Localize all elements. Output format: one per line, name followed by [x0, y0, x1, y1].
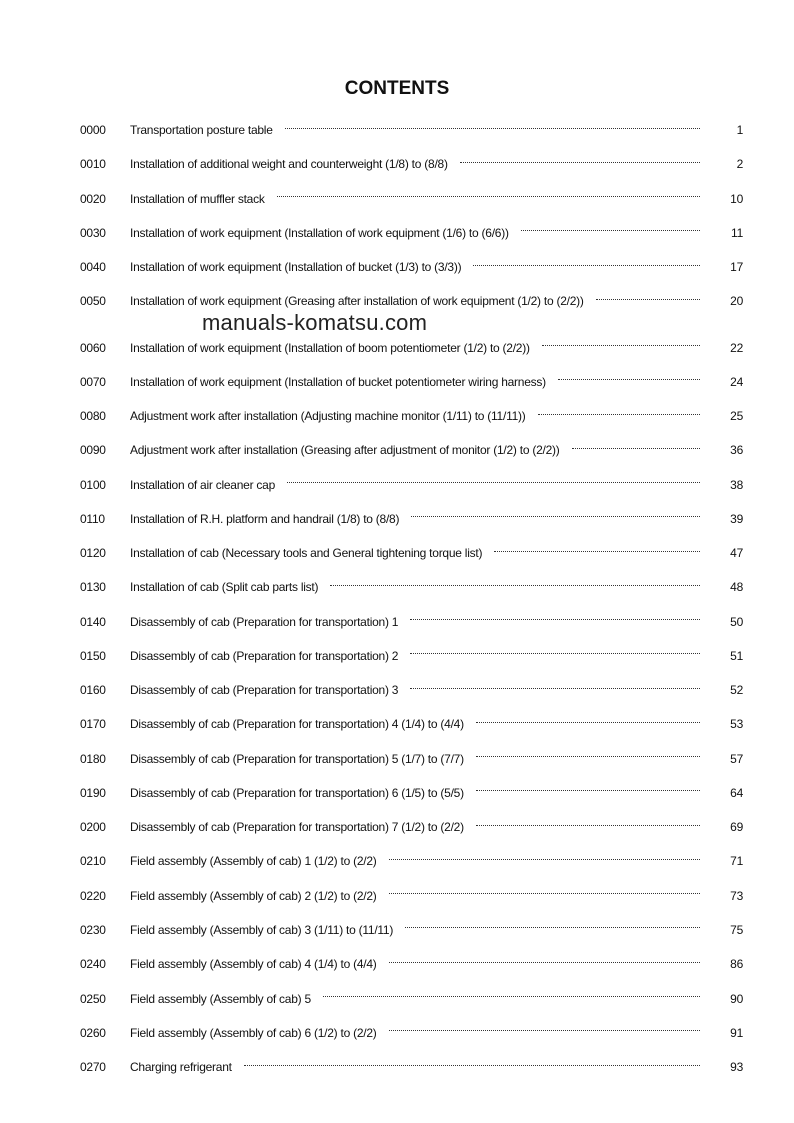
section-title: Field assembly (Assembly of cab) 5 [130, 991, 311, 1006]
toc-entry[interactable] [80, 259, 743, 275]
section-code: 0000 [80, 123, 106, 137]
dot-leader [476, 790, 700, 791]
section-code: 0230 [80, 922, 106, 937]
dot-leader [411, 516, 700, 517]
section-code: 0050 [80, 294, 106, 309]
toc-entry[interactable] [80, 545, 743, 561]
section-title: Transportation posture table [130, 123, 273, 137]
page-number: 11 [731, 225, 743, 240]
section-title: Disassembly of cab (Preparation for transportation) 2 [130, 648, 399, 663]
toc-entry[interactable] [80, 340, 743, 356]
toc-entry[interactable] [80, 1025, 743, 1041]
dot-leader [389, 962, 700, 963]
page-number: 90 [730, 991, 743, 1006]
dot-leader [389, 859, 700, 860]
dot-leader [410, 619, 700, 620]
section-title: Disassembly of cab (Preparation for transportation) 6 (1/5) to (5/5) [130, 785, 464, 800]
toc-entry[interactable] [80, 716, 743, 732]
section-title: Installation of work equipment (Installation of boom potentiometer (1/2) to (2/2)) [130, 340, 530, 355]
section-code: 0090 [80, 443, 106, 458]
section-title: Field assembly (Assembly of cab) 4 (1/4) to (4/4) [130, 957, 377, 972]
dot-leader [277, 196, 700, 197]
section-title: Disassembly of cab (Preparation for transportation) 7 (1/2) to (2/2) [130, 820, 464, 835]
page-number: 57 [730, 751, 743, 766]
section-code: 0190 [80, 785, 106, 800]
page-number: 52 [730, 683, 743, 698]
section-title: Field assembly (Assembly of cab) 2 (1/2) to (2/2) [130, 888, 377, 903]
page-title: CONTENTS [344, 78, 450, 99]
watermark: manuals-komatsu.com [202, 310, 428, 335]
dot-leader [389, 1030, 700, 1031]
section-code: 0200 [80, 820, 106, 835]
toc-entry[interactable] [80, 956, 743, 972]
section-title: Installation of work equipment (Installation of bucket (1/3) to (3/3)) [130, 260, 462, 275]
section-code: 0010 [80, 157, 106, 172]
page-number: 71 [730, 854, 743, 869]
section-code: 0110 [80, 511, 105, 526]
page-number: 1 [736, 123, 743, 137]
section-code: 0100 [80, 477, 106, 492]
dot-leader [476, 756, 700, 757]
section-code: 0170 [80, 717, 106, 732]
page-number: 47 [730, 546, 743, 561]
page-number: 75 [730, 922, 743, 937]
page-number: 64 [730, 785, 743, 800]
section-title: Installation of work equipment (Installation of bucket potentiometer wiring harness) [130, 374, 546, 389]
page-number: 25 [730, 409, 743, 424]
section-title: Installation of R.H. platform and handrail (1/8) to (8/8) [130, 511, 400, 526]
section-code: 0240 [80, 957, 106, 972]
section-title: Installation of cab (Split cab parts list) [130, 580, 319, 595]
section-code: 0120 [80, 546, 106, 561]
section-code: 0180 [80, 751, 106, 766]
dot-leader [460, 162, 700, 163]
dot-leader [476, 722, 700, 723]
toc-entry[interactable] [80, 511, 743, 527]
dot-leader [244, 1065, 700, 1066]
toc-entry[interactable] [80, 922, 743, 938]
toc-entry[interactable] [80, 477, 743, 493]
page-number: 51 [730, 648, 743, 663]
section-title: Charging refrigerant [130, 1060, 232, 1075]
dot-leader [494, 551, 700, 552]
page-number: 10 [730, 191, 743, 206]
dot-leader [473, 265, 700, 266]
page-number: 50 [730, 614, 743, 629]
page-number: 48 [730, 580, 743, 595]
dot-leader [476, 825, 700, 826]
dot-leader [405, 927, 700, 928]
section-title: Disassembly of cab (Preparation for transportation) 1 [130, 614, 399, 629]
page-number: 69 [730, 820, 743, 835]
page-number: 39 [730, 511, 743, 526]
dot-leader [572, 448, 700, 449]
section-title: Installation of additional weight and counterweight (1/8) to (8/8) [130, 157, 448, 172]
toc-entry[interactable] [80, 991, 743, 1007]
page-number: 73 [730, 888, 743, 903]
dot-leader [410, 653, 700, 654]
dot-leader [596, 299, 700, 300]
dot-leader [285, 128, 700, 129]
section-code: 0020 [80, 191, 106, 206]
dot-leader [410, 688, 700, 689]
toc-entry[interactable] [80, 579, 743, 595]
section-title: Disassembly of cab (Preparation for transportation) 4 (1/4) to (4/4) [130, 717, 464, 732]
toc-entry[interactable] [80, 408, 743, 424]
page-number: 86 [730, 957, 743, 972]
section-title: Field assembly (Assembly of cab) 1 (1/2) to (2/2) [130, 854, 377, 869]
section-code: 0060 [80, 340, 106, 355]
section-code: 0250 [80, 991, 106, 1006]
dot-leader [323, 996, 700, 997]
page-number: 17 [730, 260, 743, 275]
section-code: 0040 [80, 260, 106, 275]
section-title: Installation of work equipment (Greasing after installation of work equipment (1/2) to (2/2)) [130, 294, 584, 309]
toc-entry[interactable] [80, 191, 743, 207]
toc-entry[interactable] [80, 751, 743, 767]
toc-entry[interactable] [80, 614, 743, 630]
toc-entry[interactable] [80, 225, 743, 241]
section-title: Disassembly of cab (Preparation for transportation) 3 [130, 683, 399, 698]
page-number: 36 [730, 443, 743, 458]
toc-entry[interactable] [80, 122, 743, 138]
dot-leader [538, 414, 700, 415]
section-code: 0140 [80, 614, 106, 629]
dot-leader [521, 230, 700, 231]
section-code: 0270 [80, 1060, 106, 1075]
toc-entry[interactable] [80, 442, 743, 458]
dot-leader [287, 482, 700, 483]
dot-leader [558, 379, 700, 380]
dot-leader [330, 585, 700, 586]
section-code: 0080 [80, 409, 106, 424]
section-title: Installation of air cleaner cap [130, 477, 276, 492]
page-number: 53 [730, 717, 743, 732]
page-number: 93 [730, 1060, 743, 1075]
page-number: 22 [730, 340, 743, 355]
dot-leader [389, 893, 700, 894]
page-number: 2 [736, 157, 743, 172]
page-number: 38 [730, 477, 743, 492]
section-code: 0030 [80, 225, 106, 240]
toc-entry[interactable] [80, 819, 743, 835]
section-code: 0070 [80, 374, 106, 389]
section-title: Disassembly of cab (Preparation for transportation) 5 (1/7) to (7/7) [130, 751, 464, 766]
page-number: 20 [730, 294, 743, 309]
toc-entry[interactable] [80, 682, 743, 698]
section-code: 0160 [80, 683, 106, 698]
section-title: Installation of work equipment (Installation of work equipment (1/6) to (6/6)) [130, 225, 509, 240]
page-number: 91 [730, 1025, 743, 1040]
section-title: Installation of cab (Necessary tools and General tightening torque list) [130, 546, 483, 561]
section-title: Adjustment work after installation (Greasing after adjustment of monitor (1/2) to (2/2)) [130, 443, 560, 458]
toc-entry[interactable] [80, 374, 743, 390]
section-code: 0130 [80, 580, 106, 595]
toc-entry[interactable] [80, 1059, 743, 1075]
section-code: 0150 [80, 648, 106, 663]
toc-entry[interactable] [80, 293, 743, 309]
section-code: 0220 [80, 888, 106, 903]
section-title: Adjustment work after installation (Adjusting machine monitor (1/11) to (11/11)) [130, 409, 526, 424]
toc-entry[interactable] [80, 156, 743, 172]
page-number: 24 [730, 374, 743, 389]
dot-leader [542, 345, 700, 346]
section-code: 0260 [80, 1025, 106, 1040]
toc-entry[interactable] [80, 648, 743, 664]
toc-entry[interactable] [80, 785, 743, 801]
toc-entry[interactable] [80, 888, 743, 904]
section-title: Field assembly (Assembly of cab) 3 (1/11) to (11/11) [130, 922, 394, 937]
section-title: Installation of muffler stack [130, 191, 265, 206]
section-title: Field assembly (Assembly of cab) 6 (1/2) to (2/2) [130, 1025, 377, 1040]
toc-entry[interactable] [80, 853, 743, 869]
section-code: 0210 [80, 854, 106, 869]
